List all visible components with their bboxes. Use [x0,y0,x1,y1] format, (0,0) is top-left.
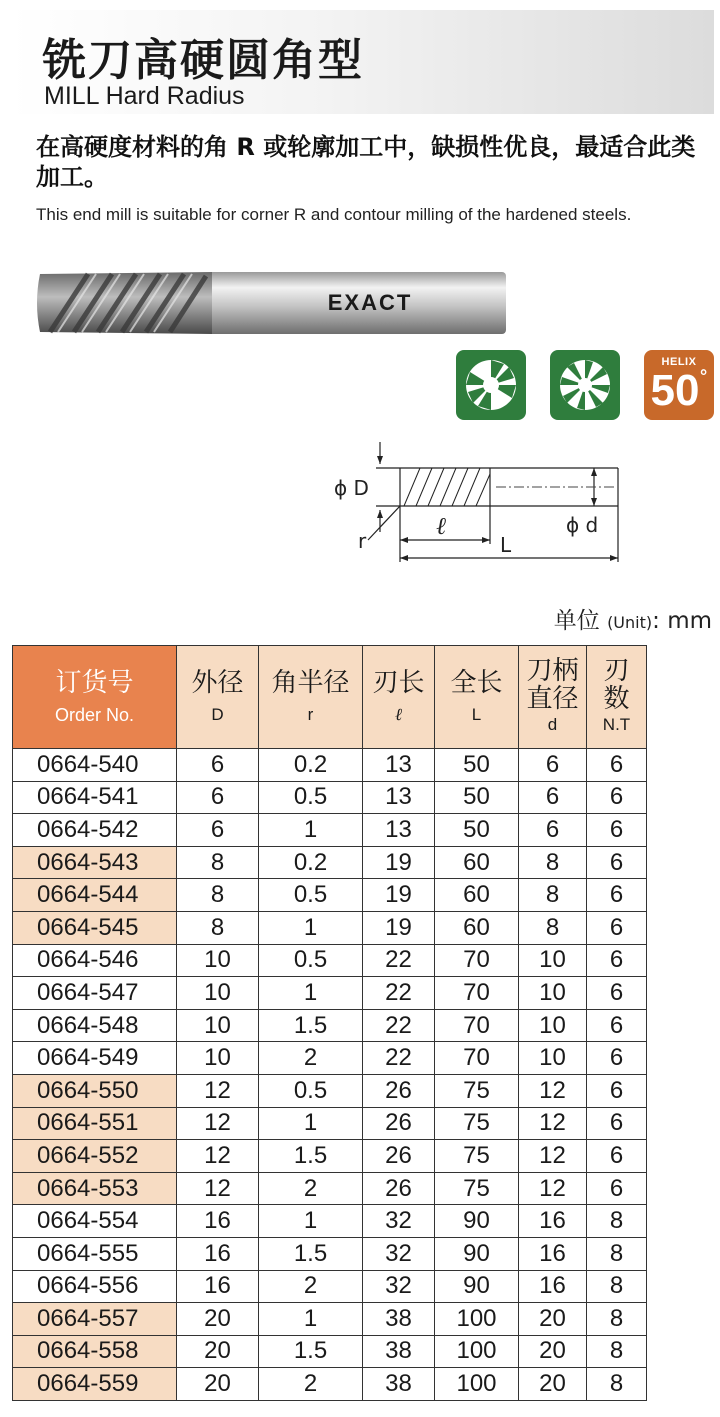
cell-number-of-teeth: 6 [587,1107,647,1140]
cell-order-no: 0664-553 [13,1172,177,1205]
cell-corner-radius: 0.5 [259,879,363,912]
table-row [13,1368,647,1401]
cell-shank-diameter: 20 [519,1303,587,1336]
multi-flute-profile-icon [550,350,620,420]
cell-outer-diameter: 6 [177,781,259,814]
cell-number-of-teeth: 6 [587,1074,647,1107]
cell-overall-length: 100 [435,1303,519,1336]
cell-shank-diameter: 6 [519,781,587,814]
table-row [13,977,647,1010]
cell-flute-length: 38 [363,1303,435,1336]
label-shank-diameter: ϕ d [566,513,599,537]
cell-shank-diameter: 8 [519,846,587,879]
helix-value: 50 [650,366,700,415]
cell-corner-radius: 0.5 [259,944,363,977]
cell-corner-radius: 2 [259,1270,363,1303]
cell-corner-radius: 1 [259,1107,363,1140]
cell-overall-length: 75 [435,1172,519,1205]
cell-flute-length: 13 [363,781,435,814]
label-corner-radius: r [358,529,367,553]
cell-flute-length: 32 [363,1270,435,1303]
page-subtitle: MILL Hard Radius [44,82,245,110]
cell-order-no: 0664-552 [13,1140,177,1173]
cell-order-no: 0664-557 [13,1303,177,1336]
cell-number-of-teeth: 8 [587,1368,647,1401]
cell-overall-length: 60 [435,846,519,879]
cell-flute-length: 26 [363,1107,435,1140]
unit-label [554,602,712,635]
cell-number-of-teeth: 6 [587,1042,647,1075]
col-shank-diameter: 刀柄 直径 d [519,646,587,749]
cell-overall-length: 70 [435,944,519,977]
cell-flute-length: 32 [363,1237,435,1270]
cell-overall-length: 50 [435,749,519,782]
table-row [13,781,647,814]
cell-number-of-teeth: 8 [587,1335,647,1368]
cell-order-no: 0664-555 [13,1237,177,1270]
col-corner-radius: 角半径 r [259,646,363,749]
table-row [13,1270,647,1303]
cell-corner-radius: 1.5 [259,1009,363,1042]
cell-shank-diameter: 16 [519,1237,587,1270]
cell-corner-radius: 1.5 [259,1237,363,1270]
cell-outer-diameter: 10 [177,977,259,1010]
cell-order-no: 0664-548 [13,1009,177,1042]
cell-corner-radius: 1.5 [259,1140,363,1173]
description-chinese: 在高硬度材料的角 R 或轮廓加工中，缺损性优良，最适合此类加工。 [36,133,696,191]
cell-corner-radius: 1 [259,1303,363,1336]
cell-flute-length: 22 [363,977,435,1010]
cell-number-of-teeth: 6 [587,781,647,814]
cell-corner-radius: 1 [259,911,363,944]
cell-shank-diameter: 12 [519,1140,587,1173]
cell-flute-length: 38 [363,1335,435,1368]
cell-number-of-teeth: 6 [587,911,647,944]
cell-shank-diameter: 8 [519,911,587,944]
cell-corner-radius: 0.2 [259,749,363,782]
cell-order-no: 0664-542 [13,814,177,847]
cell-outer-diameter: 12 [177,1074,259,1107]
cell-corner-radius: 0.5 [259,781,363,814]
cell-order-no: 0664-546 [13,944,177,977]
unit-label-cn: 单位 [553,608,600,634]
cell-shank-diameter: 10 [519,977,587,1010]
page-title: 铣刀高硬圆角型 [42,35,364,86]
cell-corner-radius: 1 [259,977,363,1010]
brand-label: EXACT [327,290,413,315]
cell-corner-radius: 0.5 [259,1074,363,1107]
cell-order-no: 0664-549 [13,1042,177,1075]
cell-overall-length: 50 [435,814,519,847]
cell-flute-length: 26 [363,1172,435,1205]
table-row [13,1303,647,1336]
table-row [13,1074,647,1107]
cell-corner-radius: 1.5 [259,1335,363,1368]
corner-radius-profile-icon [456,350,526,420]
cell-shank-diameter: 6 [519,749,587,782]
cell-outer-diameter: 8 [177,911,259,944]
cell-overall-length: 90 [435,1270,519,1303]
cell-outer-diameter: 6 [177,814,259,847]
cell-number-of-teeth: 6 [587,846,647,879]
cell-number-of-teeth: 6 [587,814,647,847]
cell-flute-length: 13 [363,814,435,847]
cell-flute-length: 13 [363,749,435,782]
cell-order-no: 0664-556 [13,1270,177,1303]
cell-order-no: 0664-551 [13,1107,177,1140]
cell-number-of-teeth: 8 [587,1237,647,1270]
cell-flute-length: 26 [363,1074,435,1107]
cell-flute-length: 22 [363,1042,435,1075]
cell-number-of-teeth: 6 [587,1009,647,1042]
table-row [13,1009,647,1042]
cell-corner-radius: 1 [259,814,363,847]
cell-shank-diameter: 12 [519,1074,587,1107]
cell-outer-diameter: 12 [177,1172,259,1205]
cell-number-of-teeth: 6 [587,749,647,782]
cell-overall-length: 90 [435,1205,519,1238]
cell-corner-radius: 2 [259,1172,363,1205]
helix-angle-icon [644,350,714,420]
cell-corner-radius: 2 [259,1042,363,1075]
cell-corner-radius: 1 [259,1205,363,1238]
cell-flute-length: 22 [363,944,435,977]
cell-number-of-teeth: 6 [587,944,647,977]
cell-number-of-teeth: 6 [587,1172,647,1205]
cell-overall-length: 60 [435,911,519,944]
table-row [13,1172,647,1205]
table-row [13,749,647,782]
title-banner [10,10,714,114]
cell-order-no: 0664-550 [13,1074,177,1107]
cell-flute-length: 38 [363,1368,435,1401]
cell-overall-length: 50 [435,781,519,814]
cell-outer-diameter: 10 [177,944,259,977]
cell-shank-diameter: 12 [519,1172,587,1205]
cell-number-of-teeth: 6 [587,879,647,912]
cell-number-of-teeth: 8 [587,1303,647,1336]
cell-flute-length: 19 [363,879,435,912]
cell-order-no: 0664-540 [13,749,177,782]
cell-shank-diameter: 16 [519,1205,587,1238]
cell-order-no: 0664-547 [13,977,177,1010]
table-row [13,1205,647,1238]
cell-outer-diameter: 8 [177,879,259,912]
table-row [13,1107,647,1140]
table-row [13,1140,647,1173]
cell-flute-length: 19 [363,846,435,879]
table-row [13,814,647,847]
table-row [13,879,647,912]
cell-outer-diameter: 20 [177,1335,259,1368]
table-row [13,944,647,977]
specification-table [12,645,647,1401]
cell-shank-diameter: 6 [519,814,587,847]
cell-outer-diameter: 20 [177,1368,259,1401]
cell-number-of-teeth: 6 [587,977,647,1010]
col-outer-diameter: 外径 D [177,646,259,749]
label-shank-diameter-outer: ϕ D [334,476,369,500]
cell-shank-diameter: 10 [519,944,587,977]
cell-shank-diameter: 16 [519,1270,587,1303]
cell-outer-diameter: 10 [177,1009,259,1042]
cell-number-of-teeth: 8 [587,1270,647,1303]
cell-shank-diameter: 10 [519,1009,587,1042]
table-row [13,1237,647,1270]
cell-outer-diameter: 16 [177,1270,259,1303]
cell-overall-length: 70 [435,1009,519,1042]
col-order-no: 订货号 Order No. [13,646,177,749]
cell-outer-diameter: 12 [177,1140,259,1173]
unit-label-en: (Unit) [607,613,653,632]
cell-order-no: 0664-545 [13,911,177,944]
table-row [13,911,647,944]
cell-overall-length: 75 [435,1107,519,1140]
unit-separator: : [652,608,660,634]
label-overall-length: L [500,533,512,557]
cell-corner-radius: 0.2 [259,846,363,879]
cell-flute-length: 22 [363,1009,435,1042]
col-flute-length: 刃长 ℓ [363,646,435,749]
table-body [13,749,647,1401]
helix-degree-unit: ° [700,366,708,386]
cell-shank-diameter: 10 [519,1042,587,1075]
cell-outer-diameter: 6 [177,749,259,782]
cell-order-no: 0664-554 [13,1205,177,1238]
cell-flute-length: 19 [363,911,435,944]
cell-order-no: 0664-559 [13,1368,177,1401]
unit-value: mm [667,608,712,634]
cell-flute-length: 26 [363,1140,435,1173]
cell-outer-diameter: 16 [177,1205,259,1238]
table-row [13,1335,647,1368]
table-row [13,1042,647,1075]
end-mill-photo [30,268,510,338]
dimension-diagram [320,436,640,576]
table-header-row [13,646,647,749]
cell-shank-diameter: 20 [519,1335,587,1368]
cell-number-of-teeth: 8 [587,1205,647,1238]
cell-outer-diameter: 10 [177,1042,259,1075]
cell-overall-length: 75 [435,1140,519,1173]
col-number-of-teeth: 刃 数 N.T [587,646,647,749]
cell-order-no: 0664-543 [13,846,177,879]
cell-outer-diameter: 16 [177,1237,259,1270]
cell-outer-diameter: 8 [177,846,259,879]
cell-flute-length: 32 [363,1205,435,1238]
cell-number-of-teeth: 6 [587,1140,647,1173]
cell-outer-diameter: 20 [177,1303,259,1336]
helix-label: HELIX [661,356,697,368]
cell-order-no: 0664-544 [13,879,177,912]
description-english: This end mill is suitable for corner R and contour milling of the hardened steels. [36,205,632,224]
col-overall-length: 全长 L [435,646,519,749]
cell-overall-length: 70 [435,977,519,1010]
cell-outer-diameter: 12 [177,1107,259,1140]
table-row [13,846,647,879]
cell-corner-radius: 2 [259,1368,363,1401]
label-flute-length: ℓ [436,512,446,540]
cell-shank-diameter: 20 [519,1368,587,1401]
cell-overall-length: 90 [435,1237,519,1270]
cell-order-no: 0664-558 [13,1335,177,1368]
cell-overall-length: 75 [435,1074,519,1107]
cell-overall-length: 60 [435,879,519,912]
cell-overall-length: 100 [435,1368,519,1401]
cell-order-no: 0664-541 [13,781,177,814]
cell-shank-diameter: 12 [519,1107,587,1140]
cell-shank-diameter: 8 [519,879,587,912]
cell-overall-length: 100 [435,1335,519,1368]
cell-overall-length: 70 [435,1042,519,1075]
